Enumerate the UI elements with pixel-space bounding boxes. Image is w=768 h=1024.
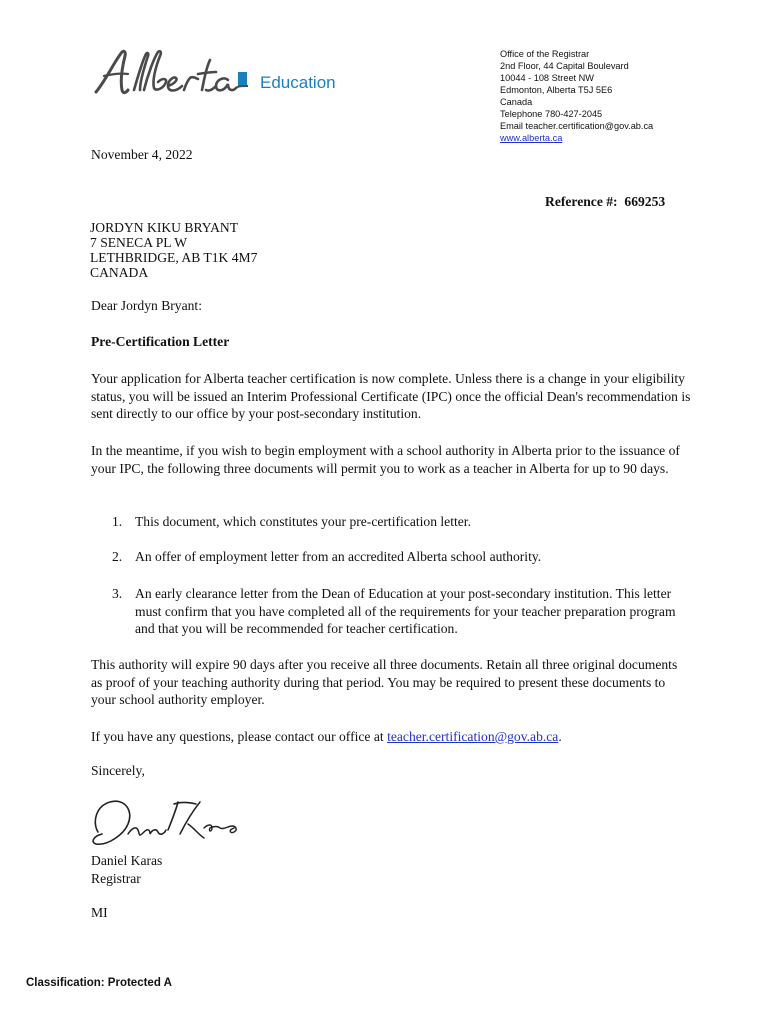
recipient-line: JORDYN KIKU BRYANT bbox=[90, 220, 239, 235]
reference-value: 669253 bbox=[624, 194, 666, 209]
office-line: Edmonton, Alberta T5J 5E6 bbox=[500, 85, 613, 95]
recipient-line: LETHBRIDGE, AB T1K 4M7 bbox=[90, 250, 258, 265]
office-line: Email teacher.certification@gov.ab.ca bbox=[500, 121, 654, 131]
typist-initials: MI bbox=[91, 905, 108, 920]
contact-text-end: . bbox=[558, 729, 562, 744]
office-address-block bbox=[500, 48, 653, 144]
signer-title: Registrar bbox=[91, 871, 141, 886]
office-line: Office of the Registrar bbox=[500, 49, 590, 59]
logo-division-text: Education bbox=[260, 73, 336, 92]
list-number: 2. bbox=[112, 549, 123, 564]
list-number: 3. bbox=[112, 586, 123, 601]
reference-number bbox=[545, 194, 665, 210]
contact-email-link[interactable]: teacher.certification@gov.ab.ca bbox=[387, 729, 559, 744]
reference-label: Reference #: bbox=[545, 194, 618, 209]
recipient-line: 7 SENECA PL W bbox=[90, 235, 188, 250]
signer-block bbox=[91, 852, 162, 888]
signature-graphic bbox=[88, 792, 248, 854]
paragraph-contact bbox=[91, 728, 691, 746]
list-number: 1. bbox=[112, 514, 123, 529]
recipient-address bbox=[90, 220, 257, 280]
paragraph-meantime: In the meantime, if you wish to begin employment with a school authority in Alberta prior to the issuance of your IPC, the following three documents will permit you to work as a teacher in Alberta for up to 90 days. bbox=[91, 443, 680, 476]
letter-date: November 4, 2022 bbox=[91, 147, 193, 162]
office-line: 2nd Floor, 44 Capital Boulevard bbox=[500, 61, 629, 71]
website-link[interactable]: www.alberta.ca bbox=[500, 133, 563, 143]
classification-label: Classification: Protected A bbox=[26, 977, 172, 989]
paragraph-application-complete: Your application for Alberta teacher certification is now complete. Unless there is a change in your eligibility status, you will be issued an Interim Professional Certificate (IPC) once the official Dean's recommendation is sent directly to our office by your post-secondary institution. bbox=[91, 371, 691, 421]
office-line: 10044 - 108 Street NW bbox=[500, 73, 594, 83]
paragraph-authority-expiry: This authority will expire 90 days after you receive all three documents. Retain all three original documents as proof of your teaching authority during that period. You may be required to present these documents to your school authority employer. bbox=[91, 657, 678, 707]
alberta-logo-graphic bbox=[92, 46, 352, 104]
signer-name: Daniel Karas bbox=[91, 853, 163, 868]
recipient-line: CANADA bbox=[90, 265, 149, 280]
office-line: Canada bbox=[500, 97, 533, 107]
list-text: An early clearance letter from the Dean of Education at your post-secondary institution. This letter must confirm that you have completed all of the requirements for your teacher preparation program and that you will be recommended for teacher certification. bbox=[135, 586, 676, 636]
list-text: An offer of employment letter from an accredited Alberta school authority. bbox=[135, 549, 542, 564]
list-text: This document, which constitutes your pre-certification letter. bbox=[135, 514, 471, 529]
letter-subject: Pre-Certification Letter bbox=[91, 334, 230, 349]
signature bbox=[88, 792, 248, 854]
office-line: Telephone 780-427-2045 bbox=[500, 109, 603, 119]
salutation: Dear Jordyn Bryant: bbox=[91, 298, 202, 313]
alberta-education-logo bbox=[92, 46, 352, 104]
contact-text: If you have any questions, please contact our office at bbox=[91, 729, 388, 744]
closing: Sincerely, bbox=[91, 763, 145, 778]
